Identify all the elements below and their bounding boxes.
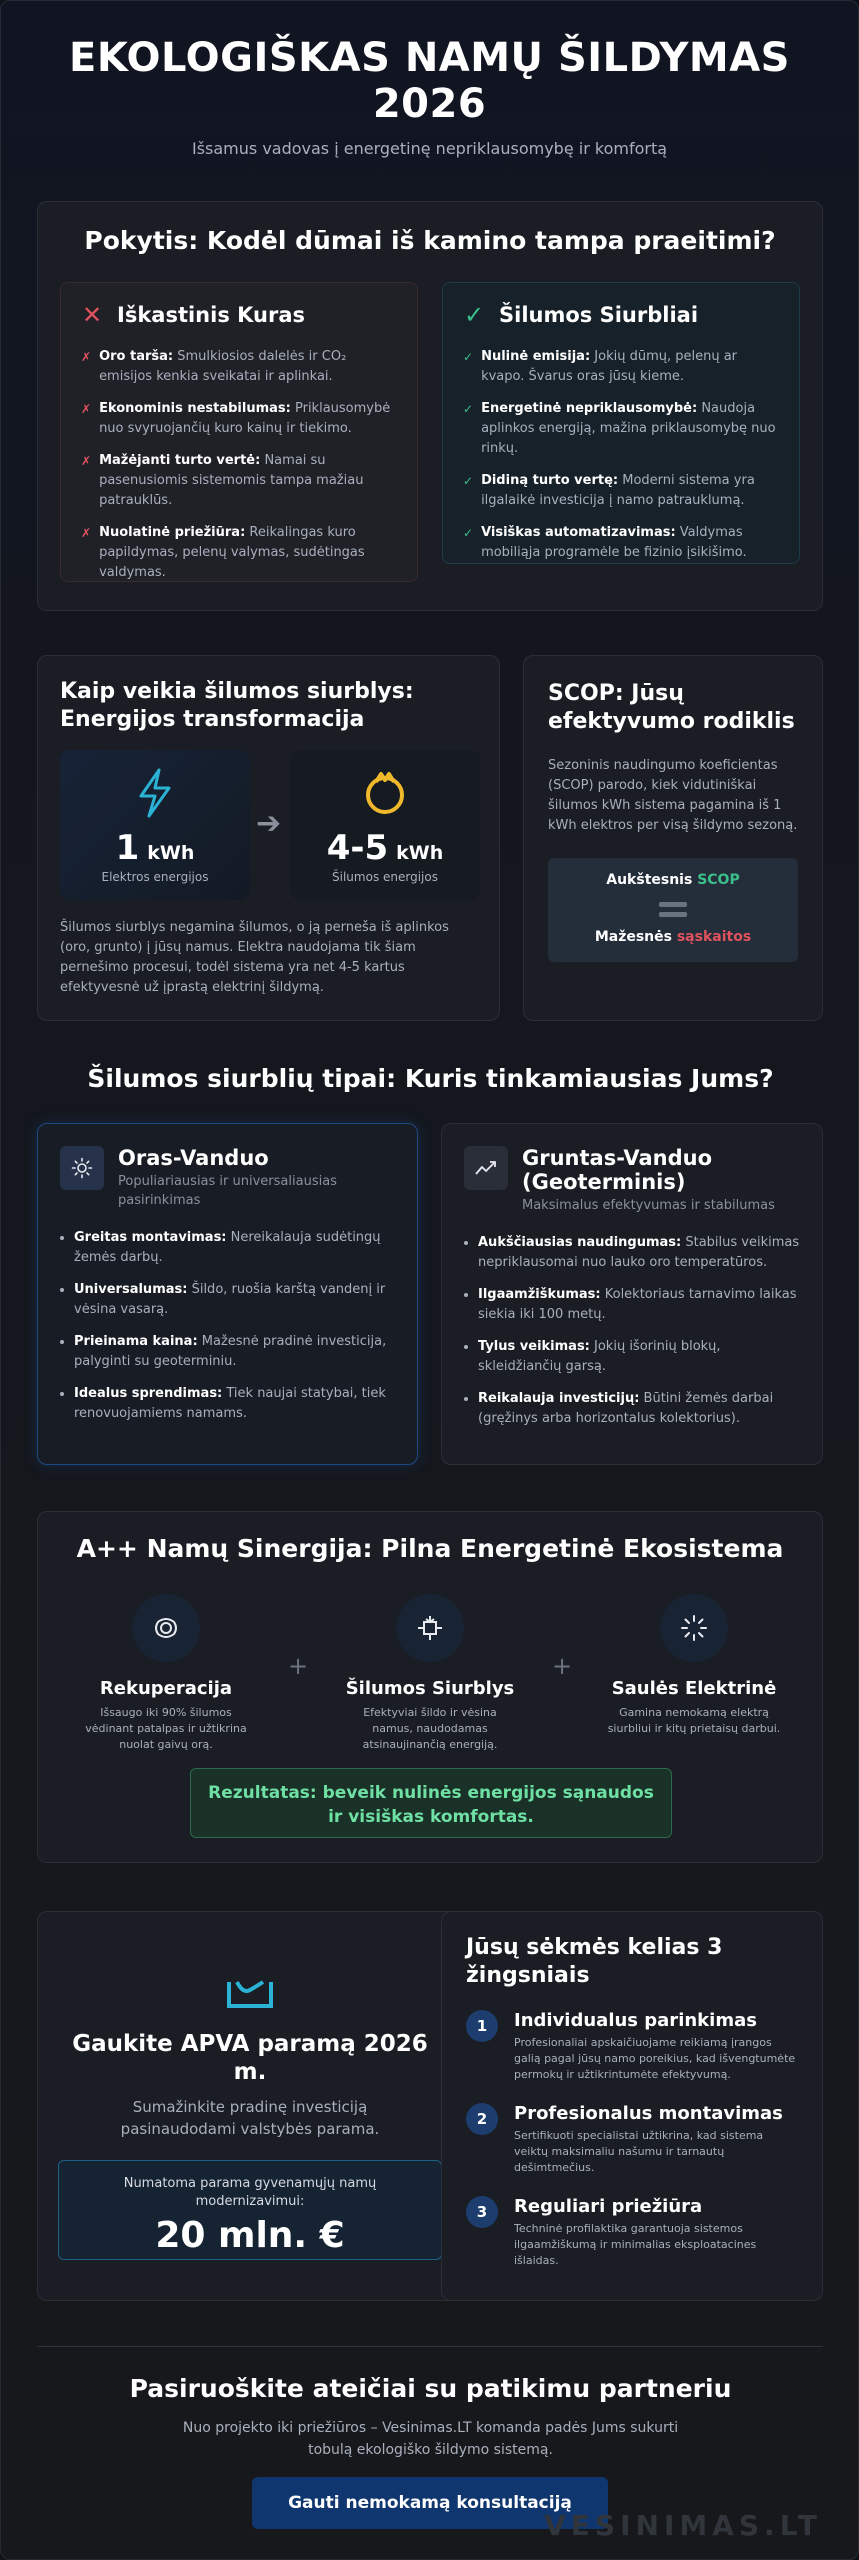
list-item-bold: Universalumas: (74, 1282, 188, 1297)
list-item (478, 1285, 800, 1325)
steps-title-line-2: žingsniais (466, 1963, 590, 1988)
list-item-detail: Jokių dūmų, pelenų ar kvapo. Švarus oras jūsų kieme. (481, 349, 738, 384)
electric-input-box (60, 750, 250, 900)
synergy-heat-pump (330, 1594, 530, 1753)
output-unit: kWh (396, 842, 444, 864)
subsidy-desc-line-2: pasinaudodami valstybės parama. (120, 2120, 380, 2138)
list-item-detail: Kolektoriaus tarnavimo laikas siekia iki 100 metų. (478, 1287, 797, 1322)
types-title: Šilumos siurblių tipai: Kuris tinkamiausias Jums? (87, 1064, 774, 1093)
step-desc: Techninė profilaktika garantuoja sistemos ilgaamžiškumą ir minimalias eksploatacines išlaidas. (514, 2222, 757, 2267)
list-item-bold: Oro tarša: (99, 349, 174, 364)
hero (1, 1, 858, 158)
list-item-detail: Stabilus veikimas nepriklausomai nuo lauko oro temperatūros. (478, 1235, 800, 1270)
output-number: 4-5 (326, 828, 389, 868)
synergy-section (37, 1511, 823, 1863)
input-unit: kWh (147, 842, 195, 864)
list-item-detail: Smulkiosios dalelės ir CO₂ emisijos kenkia sveikatai ir aplinkai. (99, 349, 347, 384)
list-item-detail: Mažesnė pradinė investicija, palyginti su geoterminiu. (74, 1334, 387, 1369)
list-item (81, 451, 397, 511)
synergy-title: A++ Namų Sinergija: Pilna Energetinė Ekosistema (76, 1534, 784, 1563)
synergy-solar (594, 1594, 794, 1737)
list-item-bold: Energetinė nepriklausomybė: (481, 401, 698, 416)
step-name: Individualus parinkimas (514, 2010, 757, 2031)
synergy-name-2: Šilumos Siurblys (345, 1678, 515, 1699)
how-it-works-section (37, 655, 500, 1021)
list-item-detail: Nereikalauja sudėtingų žemės darbų. (74, 1230, 381, 1265)
scop-line-1 (548, 872, 798, 888)
ground-water-name-line-2: (Geoterminis) (522, 1170, 686, 1194)
subsidy-desc-line-1: Sumažinkite pradinę investiciją (132, 2098, 368, 2116)
subsidy-title (38, 2030, 462, 2086)
synergy-name-3: Saulės Elektrinė (611, 1678, 777, 1699)
ground-water-name-line-1: Gruntas-Vanduo (522, 1146, 713, 1170)
step-desc: Sertifikuoti specialistai užtikrina, kad sistema veiktų maksimaliu našumu ir tarnautų dešimtmečius. (514, 2129, 764, 2174)
output-caption: Šilumos energijos (332, 870, 438, 884)
fund-label-line-1: Numatoma parama gyvenamųjų namų (123, 2176, 377, 2191)
list-item-text (99, 347, 397, 387)
fossil-heading (81, 301, 397, 329)
list-item (74, 1228, 395, 1268)
arrow-right-icon: ➔ (256, 806, 282, 841)
subsidy-section (37, 1911, 463, 2301)
scop-line-1-highlight: SCOP (697, 872, 740, 888)
check-mark-icon: ✓ (463, 350, 474, 364)
input-number: 1 (115, 828, 140, 868)
x-mark-icon: ✗ (81, 454, 92, 468)
step-name: Profesionalus montavimas (514, 2103, 783, 2124)
shift-title: Pokytis: Kodėl dūmai iš kamino tampa praeitimi? (84, 226, 776, 255)
how-title-line-2: Energijos transformacija (60, 707, 365, 732)
pump-heading-text: Šilumos Siurbliai (499, 303, 699, 327)
list-item-detail: Reikalingas kuro papildymas, pelenų valymas, sudėtingas valdymas. (99, 525, 365, 580)
check-mark-icon: ✓ (463, 301, 485, 329)
recuperation-icon (132, 1594, 200, 1662)
air-water-list (38, 1210, 417, 1424)
heat-pump-icon (396, 1594, 464, 1662)
step-number: 1 (466, 2010, 498, 2042)
synergy-desc-1: Išsaugo iki 90% šilumos vėdinant patalpas ir užtikrina nuolat gaivų orą. (85, 1706, 247, 1751)
fossil-fuel-card (60, 282, 418, 582)
step-1 (466, 2010, 798, 2083)
list-item-bold: Mažėjanti turto vertė: (99, 453, 261, 468)
watermark: VESINIMAS.LT (544, 2509, 822, 2542)
list-item-bold: Ilgaamžiškumas: (478, 1287, 601, 1302)
cta-desc-line-2: tobulą ekologiško šildymo sistemą. (308, 2442, 553, 2458)
ground-water-head (442, 1124, 822, 1215)
result-line-1: Rezultatas: beveik nulinės energijos sąnaudos (208, 1783, 654, 1803)
list-item-text (481, 399, 779, 459)
plus-icon: + (552, 1652, 573, 1680)
subsidy-title-line-2: m. (233, 2059, 267, 2085)
how-description: Šilumos siurblys negamina šilumos, o ją perneša iš aplinkos (oro, grunto) į jūsų namus. Elektra naudojama tik šiam pernešimo procesui, todėl sistema yra net 4-5 kartus efektyvesnė už įprastą elektrinį šildymą. (60, 920, 449, 995)
step-2 (466, 2103, 798, 2176)
check-mark-icon: ✓ (463, 526, 474, 540)
step-number: 3 (466, 2196, 498, 2228)
ground-water-list (442, 1215, 822, 1429)
list-item-bold: Tylus veikimas: (478, 1339, 590, 1354)
scop-title-line-2: efektyvumo rodiklis (548, 709, 795, 734)
list-item (463, 471, 779, 511)
list-item-detail: Jokių išorinių blokų, skleidžiančių garsą. (478, 1339, 721, 1374)
page-subtitle: Išsamus vadovas į energetinę nepriklausomybę ir komfortą (191, 139, 668, 158)
input-value (60, 828, 250, 868)
list-item (478, 1337, 800, 1377)
list-item-detail: Tiek naujai statybai, tiek renovuojamiems namams. (74, 1386, 386, 1421)
list-item-detail: Valdymas mobiliąja programėle be fizinio įsikišimo. (481, 525, 747, 560)
list-item-bold: Nuolatinė priežiūra: (99, 525, 246, 540)
check-mark-icon: ✓ (463, 402, 474, 416)
list-item (81, 347, 397, 387)
fund-label-line-2: modernizavimui: (195, 2194, 305, 2209)
list-item-bold: Greitas montavimas: (74, 1230, 227, 1245)
list-item-text (481, 523, 779, 563)
scop-title-line-1: SCOP: Jūsų (548, 681, 684, 706)
list-item-bold: Nulinė emisija: (481, 349, 591, 364)
x-mark-icon: ✗ (81, 526, 92, 540)
list-item (81, 399, 397, 439)
scop-line-2-prefix: Mažesnės (594, 929, 677, 945)
scop-line-2 (548, 929, 798, 945)
cta-desc (1, 2417, 859, 2461)
ground-water-card (441, 1123, 823, 1465)
how-title (60, 678, 477, 734)
cta-title: Pasiruoškite ateičiai su patikimu partneriu (129, 2374, 732, 2403)
subsidy-desc (38, 2096, 462, 2140)
steps-section (441, 1911, 823, 2301)
list-item (463, 347, 779, 387)
ground-water-titles (522, 1146, 775, 1215)
list-item-text (99, 451, 397, 511)
list-item (74, 1384, 395, 1424)
fund-box (58, 2160, 442, 2260)
input-caption: Elektros energijos (101, 870, 209, 884)
list-item-bold: Didiną turto vertę: (481, 473, 619, 488)
synergy-recuperation (66, 1594, 266, 1753)
list-item-text (99, 399, 397, 439)
tub-icon (38, 1980, 462, 2016)
synergy-desc-2: Efektyviai šildo ir vėsina namus, naudodamas atsinaujinančią energiją. (362, 1706, 498, 1751)
list-item (463, 399, 779, 459)
pump-list (463, 347, 779, 563)
step-3 (466, 2196, 798, 2269)
steps-title (466, 1934, 798, 1990)
lightning-icon (60, 768, 250, 818)
list-item-text (99, 523, 397, 583)
heat-pump-card (442, 282, 800, 564)
plus-icon: + (288, 1652, 309, 1680)
how-title-line-1: Kaip veikia šilumos siurblys: (60, 679, 414, 704)
scop-line-1-prefix: Aukštesnis (606, 872, 698, 888)
divider (37, 2346, 823, 2347)
consultation-button[interactable]: Gauti nemokamą konsultaciją (252, 2477, 608, 2529)
pump-heading (463, 301, 779, 329)
heat-output-box (290, 750, 480, 900)
result-line-2: ir visiškas komfortas. (328, 1807, 534, 1827)
list-item (478, 1233, 800, 1273)
sun-icon (60, 1146, 104, 1190)
scop-section (523, 655, 823, 1021)
step-name: Reguliari priežiūra (514, 2196, 703, 2217)
step-number: 2 (466, 2103, 498, 2135)
list-item-detail: Priklausomybė nuo svyruojančių kuro kainų ir tiekimo. (99, 401, 391, 436)
air-water-titles (118, 1146, 395, 1210)
list-item-detail: Šildo, ruošia karštą vandenį ir vėsina vasarą. (74, 1282, 386, 1317)
synergy-desc-3: Gamina nemokamą elektrą siurbliui ir kitų prietaisų darbui. (607, 1706, 781, 1735)
list-item-bold: Ekonominis nestabilumas: (99, 401, 291, 416)
fossil-heading-text: Iškastinis Kuras (117, 303, 306, 327)
list-item (74, 1280, 395, 1320)
list-item-text (481, 471, 779, 511)
trend-up-icon (464, 1146, 508, 1190)
equals-icon (659, 902, 687, 917)
synergy-result (190, 1768, 672, 1838)
air-water-subtitle: Populiariausias ir universaliausias pasirinkimas (118, 1174, 337, 1208)
x-mark-icon: ✗ (81, 402, 92, 416)
scop-equation-box (548, 858, 798, 962)
list-item-bold: Idealus sprendimas: (74, 1386, 223, 1401)
title-line-1: EKOLOGIŠKAS NAMŲ ŠILDYMAS (69, 35, 790, 81)
air-water-card (37, 1123, 418, 1465)
sun-rays-icon (660, 1594, 728, 1662)
list-item-text (481, 347, 779, 387)
list-item (74, 1332, 395, 1372)
list-item (478, 1389, 800, 1429)
page-title (1, 35, 858, 127)
flame-icon (290, 768, 480, 818)
cta-desc-line-1: Nuo projekto iki priežiūros – Vesinimas.LT komanda padės Jums sukurti (182, 2420, 679, 2436)
scop-title (548, 680, 798, 736)
list-item (81, 523, 397, 583)
fund-value: 20 mln. € (155, 2215, 345, 2256)
check-mark-icon: ✓ (463, 474, 474, 488)
subsidy-title-line-1: Gaukite APVA paramą 2026 (72, 2031, 428, 2057)
x-mark-icon: ✗ (81, 350, 92, 364)
list-item-bold: Visiškas automatizavimas: (481, 525, 676, 540)
list-item-detail: Moderni sistema yra ilgalaikė investicija į namo patrauklumą. (481, 473, 755, 508)
x-mark-icon: ✕ (81, 301, 103, 329)
air-water-head (38, 1124, 417, 1210)
fossil-list (81, 347, 397, 583)
list-item-bold: Aukščiausias naudingumas: (478, 1235, 682, 1250)
steps-title-line-1: Jūsų sėkmės kelias 3 (466, 1935, 723, 1960)
list-item-bold: Prieinama kaina: (74, 1334, 198, 1349)
scop-description: Sezoninis naudingumo koeficientas (SCOP) parodo, kiek vidutiniškai šilumos kWh sistema pagamina iš 1 kWh elektros per visą šildymo sezoną. (548, 758, 798, 833)
fund-label (59, 2175, 441, 2211)
list-item-detail: Namai su pasenusiomis sistemomis tampa mažiau patrauklūs. (99, 453, 364, 508)
output-value (290, 828, 480, 868)
energy-transformation (60, 750, 480, 900)
title-line-2: 2026 (372, 81, 487, 127)
ground-water-name (522, 1146, 775, 1194)
list-item-bold: Reikalauja investicijų: (478, 1391, 640, 1406)
ground-water-subtitle: Maksimalus efektyvumas ir stabilumas (522, 1198, 775, 1213)
step-desc: Profesionaliai apskaičiuojame reikiamą įrangos galią pagal jūsų namo poreikius, kad išvengtumėte permokų ir užtikrintumėte efektyvumą. (514, 2036, 796, 2081)
air-water-name: Oras-Vanduo (118, 1146, 269, 1170)
scop-line-2-highlight: sąskaitos (676, 929, 752, 945)
list-item (463, 523, 779, 563)
list-item-detail: Būtini žemės darbai (gręžinys arba horizontalus kolektorius). (478, 1391, 774, 1426)
synergy-name-1: Rekuperacija (99, 1678, 233, 1699)
shift-section (37, 201, 823, 611)
list-item-detail: Naudoja aplinkos energiją, mažina priklausomybę nuo rinkų. (481, 401, 776, 456)
